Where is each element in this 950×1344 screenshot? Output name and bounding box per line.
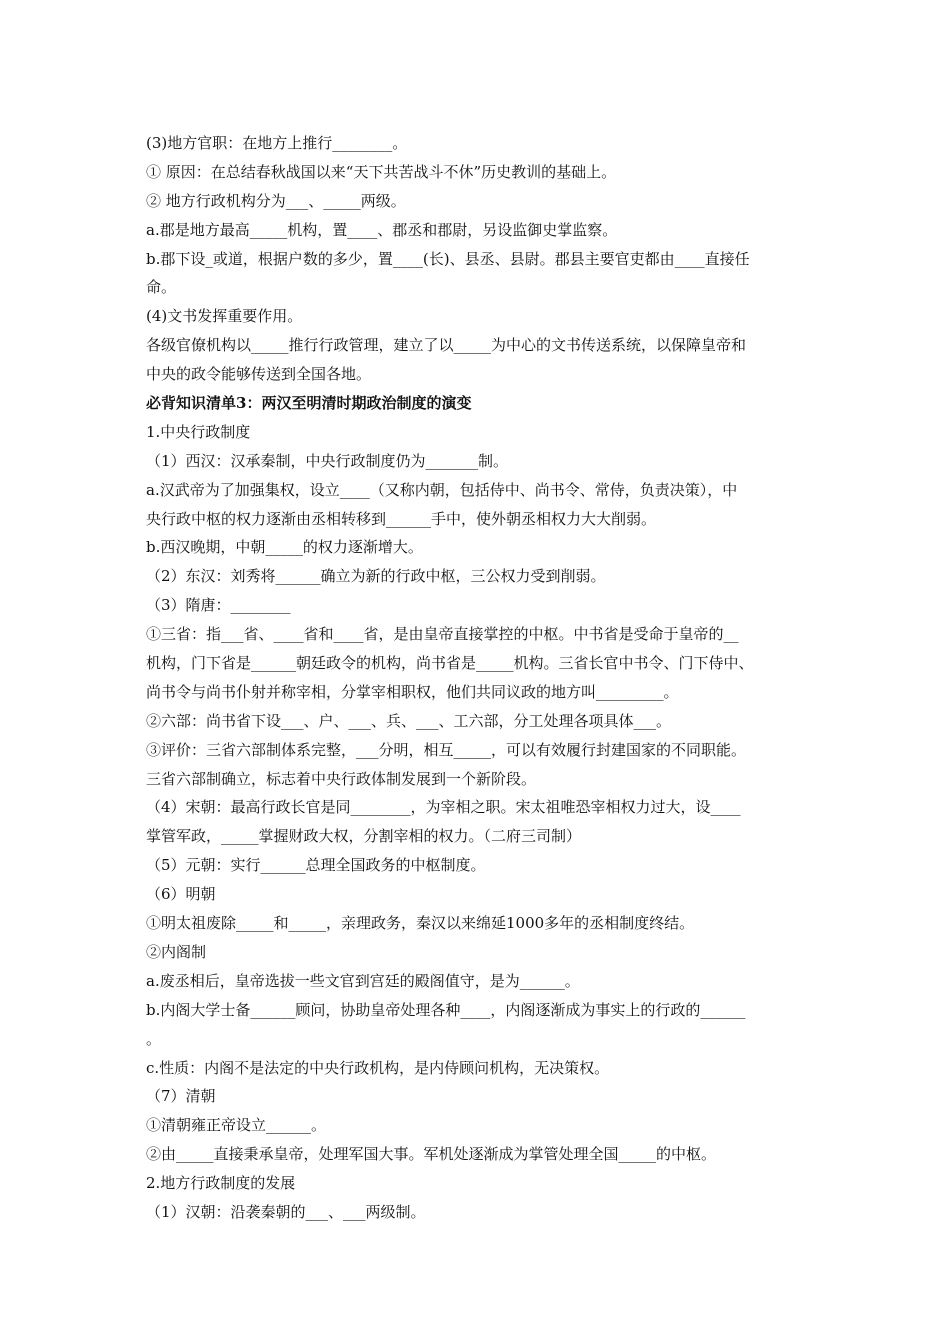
text-line: a.废丞相后，皇帝选拔一些文官到宫廷的殿阁值守，是为______。 [146, 971, 580, 990]
text-line: b.郡下设_或道，根据户数的多少，置____(长)、县丞、县尉。郡县主要官吏都由____直接任 [146, 249, 750, 268]
text-line: ①清朝雍正帝设立______。 [146, 1116, 327, 1135]
text-line: 1.中央行政制度 [146, 422, 251, 441]
text-line: 命。 [146, 278, 177, 297]
text-line: ①明太祖废除_____和_____，亲理政务，秦汉以来绵延1000多年的丞相制度终结。 [146, 914, 695, 933]
text-line: 2.地方行政制度的发展 [146, 1174, 296, 1193]
text-line: ①三省：指___省、____省和____省，是由皇帝直接掌控的中枢。中书省是受命于皇帝的__ [146, 625, 739, 644]
text-line: ③评价：三省六部制体系完整，___分明，相互_____，可以有效履行封建国家的不同职能。 [146, 740, 747, 759]
text-line: （1）西汉：汉承秦制，中央行政制度仍为_______制。 [146, 451, 509, 470]
text-line: 中央的政令能够传送到全国各地。 [146, 365, 372, 384]
text-line: 央行政中枢的权力逐渐由丞相转移到______手中，使外朝丞相权力大大削弱。 [146, 509, 657, 528]
section-heading: 必背知识清单3：两汉至明清时期政治制度的演变 [146, 394, 472, 413]
text-line: 掌管军政，_____掌握财政大权，分割宰相的权力。（二府三司制） [146, 827, 582, 846]
text-line: ②内阁制 [146, 942, 207, 961]
text-line: 机构，门下省是______朝廷政令的机构，尚书省是_____机构。三省长官中书令、门下侍中、 [146, 654, 754, 673]
text-line: ②六部：尚书省下设___、户、___、兵、___、工六部，分工处理各项具体___。 [146, 711, 672, 730]
text-line: （2）东汉：刘秀将______确立为新的行政中枢，三公权力受到削弱。 [146, 567, 606, 586]
text-line: 三省六部制确立，标志着中央行政体制发展到一个新阶段。 [146, 769, 537, 788]
text-line: (3)地方官职：在地方上推行________。 [146, 134, 408, 152]
text-line: a.郡是地方最高_____机构，置____、郡丞和郡尉，另设监御史掌监察。 [146, 220, 618, 239]
text-line: ②由_____直接秉承皇帝，处理军国大事。军机处逐渐成为掌管处理全国_____的中枢。 [146, 1145, 717, 1164]
text-line: （1）汉朝：沿袭秦朝的___、___两级制。 [146, 1202, 426, 1221]
text-line: 。 [146, 1029, 162, 1048]
text-line: （4）宋朝：最高行政长官是同________，为宰相之职。宋太祖唯恐宰相权力过大，设____ [146, 798, 741, 817]
text-line: （5）元朝：实行______总理全国政务的中枢制度。 [146, 856, 486, 875]
text-line: a.汉武帝为了加强集权，设立____（又称内朝，包括侍中、尚书令、常侍，负责决策），中 [146, 480, 738, 499]
text-line: 各级官僚机构以_____推行行政管理，建立了以_____为中心的文书传送系统，以保障皇帝和 [146, 336, 747, 355]
text-line: b.内阁大学士备______顾问，协助皇帝处理各种____，内阁逐渐成为事实上的行政的______ [146, 1000, 746, 1019]
text-line: （3）隋唐：________ [146, 596, 291, 615]
text-line: (4)文书发挥重要作用。 [146, 307, 303, 326]
text-line: （6）明朝 [146, 885, 216, 904]
text-line: 尚书令与尚书仆射并称宰相，分掌宰相职权，他们共同议政的地方叫_________。 [146, 682, 679, 701]
text-line: （7）清朝 [146, 1087, 216, 1106]
text-line: ② 地方行政机构分为___、_____两级。 [146, 191, 406, 210]
text-line: c.性质：内阁不是法定的中央行政机构，是内侍顾问机构，无决策权。 [146, 1058, 610, 1077]
text-line: ① 原因：在总结春秋战国以来“天下共苦战斗不休”历史教训的基础上。 [146, 162, 617, 181]
text-line: b.西汉晚期，中朝_____的权力逐渐增大。 [146, 538, 423, 557]
document-body [146, 129, 814, 1227]
